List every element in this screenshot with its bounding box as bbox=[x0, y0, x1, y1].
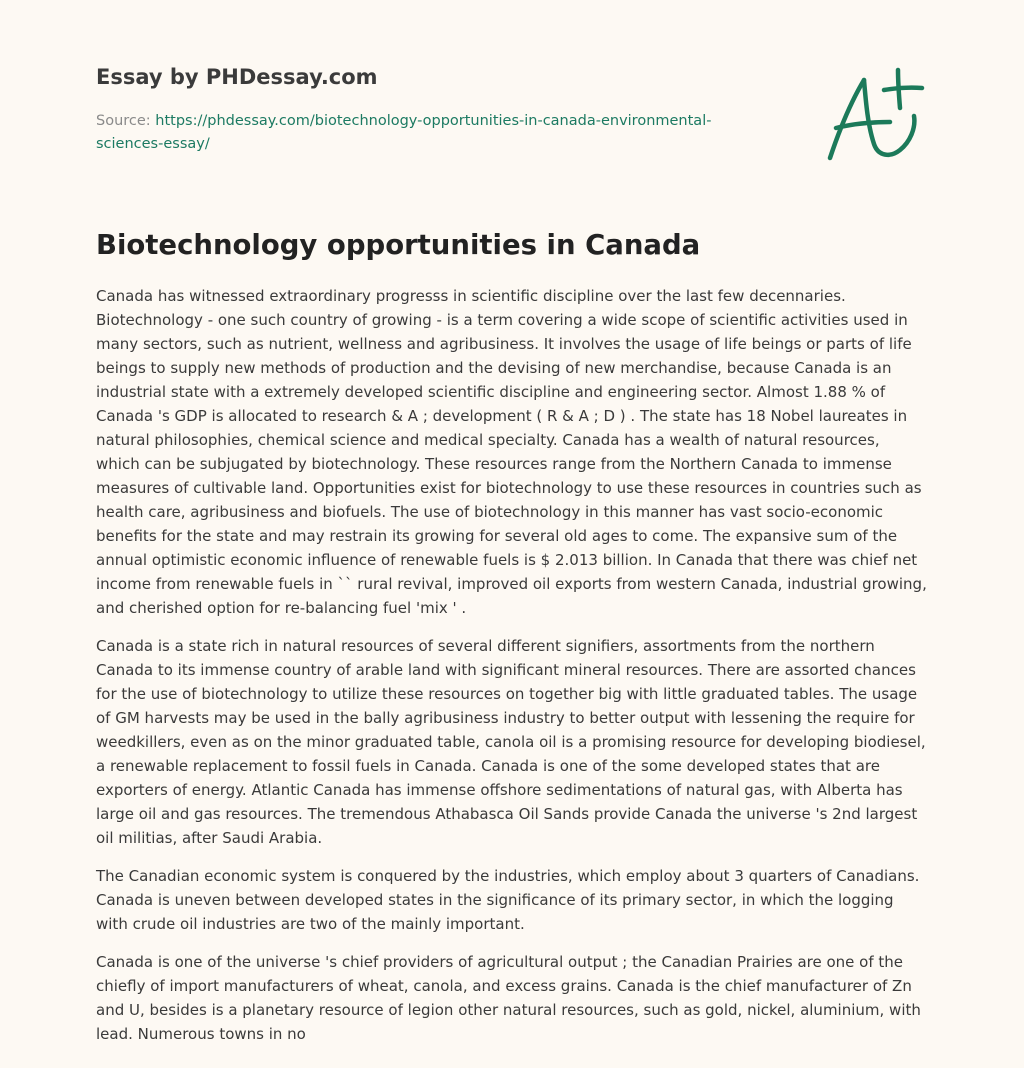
a-plus-logo-icon bbox=[818, 66, 930, 166]
source-link[interactable]: https://phdessay.com/biotechnology-opportunities-in-canada-environmental-sciences-essay/ bbox=[96, 113, 712, 152]
paragraph: Canada is one of the universe 's chief providers of agricultural output ; the Canadian Prairies are one of the chiefly of import manufacturers of wheat, canola, and excess grains. Canada is the chief manufacturer of Zn and U, besides is a planetary resource of legion other natural resources, such as gold, nickel, aluminium, with lead. Numerous towns in no bbox=[96, 953, 921, 1043]
document-header bbox=[96, 62, 776, 156]
source-line bbox=[96, 110, 756, 156]
source-label: Source: bbox=[96, 113, 156, 129]
paragraph: Canada has witnessed extraordinary progresss in scientific discipline over the last few decennaries. Biotechnology - one such country of growing - is a term covering a wide scope of scientific activities used in many sectors, such as nutrient, wellness and agribusiness. It involves the usage of life beings or parts of life beings to supply new methods of production and the devising of new merchandise, because Canada is an industrial state with a extremely developed scientific discipline and engineering sector. Almost 1.88 % of Canada 's GDP is allocated to research & A ; development ( R & A ; D ) . The state has 18 Nobel laureates in natural philosophies, chemical science and medical specialty. Canada has a wealth of natural resources, which can be subjugated by biotechnology. These resources range from the Northern Canada to immense measures of cultivable land. Opportunities exist for biotechnology to use these resources in countries such as health care, agribusiness and biofuels. The use of biotechnology in this manner has vast socio-economic benefits for the state and may restrain its growing for several old ages to come. The expansive sum of the annual optimistic economic influence of renewable fuels is $ 2.013 billion. In Canada that there was chief net income from renewable fuels in `` rural revival, improved oil exports from western Canada, industrial growing, and cherished option for re-balancing fuel 'mix ' . bbox=[96, 287, 927, 617]
document-title: Biotechnology opportunities in Canada bbox=[96, 229, 701, 261]
paragraph: The Canadian economic system is conquered by the industries, which employ about 3 quarters of Canadians. Canada is uneven between developed states in the significance of its primary sector, in which the logging with crude oil industries are two of the mainly important. bbox=[96, 867, 920, 933]
site-brand: Essay by PHDessay.com bbox=[96, 65, 378, 89]
document-body bbox=[96, 284, 928, 1060]
paragraph: Canada is a state rich in natural resources of several different signifiers, assortments from the northern Canada to its immense country of arable land with significant mineral resources. There are assorted chances for the use of biotechnology to utilize these resources on together big with little graduated tables. The usage of GM harvests may be used in the bally agribusiness industry to better output with lessening the require for weedkillers, even as on the minor graduated table, canola oil is a promising resource for developing biodiesel, a renewable replacement to fossil fuels in Canada. Canada is one of the some developed states that are exporters of energy. Atlantic Canada has immense offshore sedimentations of natural gas, with Alberta has large oil and gas resources. The tremendous Athabasca Oil Sands provide Canada the universe 's 2nd largest oil militias, after Saudi Arabia. bbox=[96, 637, 926, 847]
